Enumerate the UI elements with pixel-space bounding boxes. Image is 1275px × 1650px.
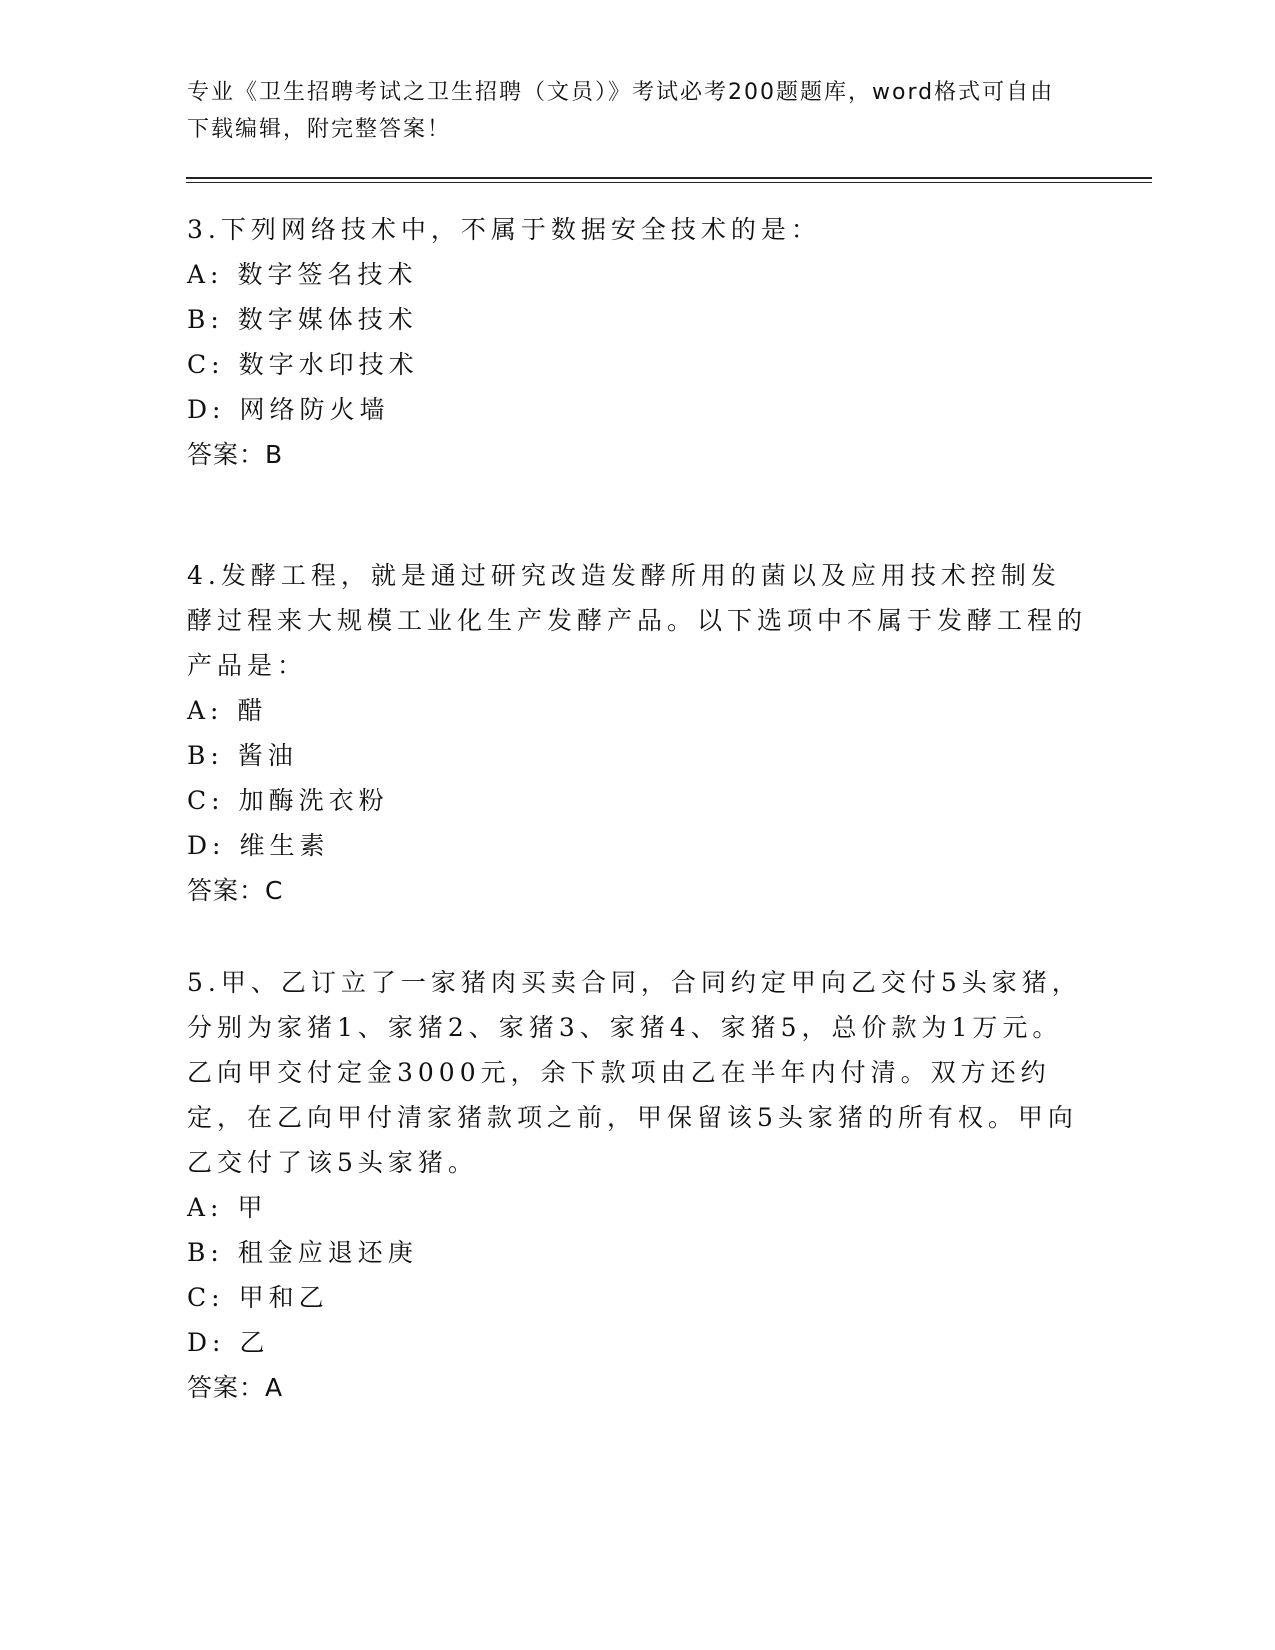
option-d <box>187 1320 1087 1365</box>
option-letter: B: <box>187 741 224 770</box>
option-text: 酱油 <box>237 741 298 770</box>
option-text: 租金应退还庚 <box>237 1238 418 1267</box>
option-c <box>187 342 1087 387</box>
document-header: 专业《卫生招聘考试之卫生招聘（文员）》考试必考200题题库，word格式可自由下载编辑，附完整答案！ <box>187 80 1055 142</box>
option-text: 甲 <box>237 1193 268 1222</box>
option-a <box>187 688 1087 733</box>
option-b <box>187 733 1087 778</box>
option-c <box>187 778 1087 823</box>
option-letter: C: <box>187 1283 225 1312</box>
question-block <box>187 960 1087 1410</box>
question-stem: 3.下列网络技术中，不属于数据安全技术的是： <box>187 215 821 244</box>
option-letter: C: <box>187 350 225 379</box>
option-letter: D: <box>187 1328 226 1357</box>
header-divider <box>186 177 1152 183</box>
option-letter: B: <box>187 305 224 334</box>
question-block <box>187 553 1087 913</box>
option-text: 数字水印技术 <box>238 350 419 379</box>
question-stem: 4.发酵工程，就是通过研究改造发酵所用的菌以及应用技术控制发酵过程来大规模工业化生产发酵产品。以下选项中不属于发酵工程的产品是： <box>187 561 1088 680</box>
option-a <box>187 252 1087 297</box>
option-c <box>187 1275 1087 1320</box>
option-letter: A: <box>187 1193 224 1222</box>
question-stem: 5.甲、乙订立了一家猪肉买卖合同，合同约定甲向乙交付5头家猪，分别为家猪1、家猪2、家猪3、家猪4、家猪5，总价款为1万元。乙向甲交付定金3000元，余下款项由乙在半年内付清。双方还约定，在乙向甲付清家猪款项之前，甲保留该5头家猪的所有权。甲向乙交付了该5头家猪。 <box>187 968 1082 1177</box>
option-text: 乙 <box>239 1328 270 1357</box>
answer-line: 答案：C <box>187 876 284 905</box>
option-letter: A: <box>187 696 224 725</box>
option-text: 网络防火墙 <box>239 395 390 424</box>
answer-line: 答案：A <box>187 1373 284 1402</box>
answer-line: 答案：B <box>187 440 284 469</box>
option-text: 数字签名技术 <box>237 260 418 289</box>
option-text: 维生素 <box>239 831 330 860</box>
option-letter: D: <box>187 831 226 860</box>
option-letter: A: <box>187 260 224 289</box>
option-a <box>187 1185 1087 1230</box>
option-text: 甲和乙 <box>238 1283 329 1312</box>
option-letter: D: <box>187 395 226 424</box>
option-d <box>187 823 1087 868</box>
option-text: 数字媒体技术 <box>237 305 418 334</box>
option-text: 加酶洗衣粉 <box>238 786 389 815</box>
option-b <box>187 297 1087 342</box>
option-letter: B: <box>187 1238 224 1267</box>
option-d <box>187 387 1087 432</box>
question-block <box>187 207 1087 477</box>
option-b <box>187 1230 1087 1275</box>
option-letter: C: <box>187 786 225 815</box>
option-text: 醋 <box>237 696 268 725</box>
